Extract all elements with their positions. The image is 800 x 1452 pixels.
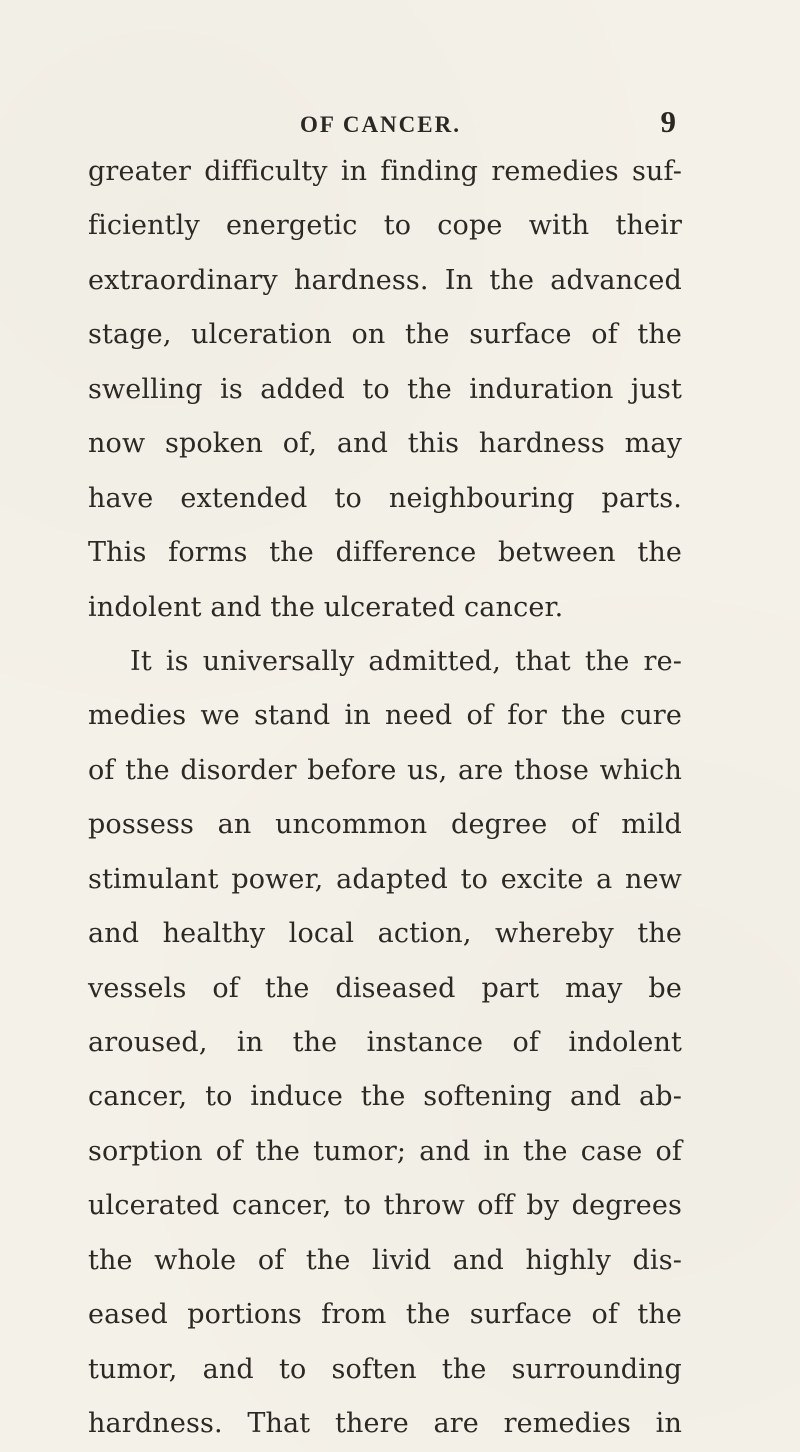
text-line: eased portions from the surface of the	[88, 1299, 682, 1331]
text-line: extraordinary hardness. In the advanced	[88, 264, 682, 296]
text-line: now spoken of, and this hardness may	[88, 428, 682, 460]
text-line: ulcerated cancer, to throw off by degrees	[88, 1190, 682, 1222]
text-line: swelling is added to the induration just	[88, 373, 682, 405]
text-line: sorption of the tumor; and in the case of	[88, 1135, 682, 1167]
text-line: have extended to neighbouring parts.	[88, 482, 682, 514]
text-line: greater difficulty in finding remedies suf-	[88, 156, 682, 187]
text-line: vessels of the diseased part may be	[88, 972, 682, 1004]
text-line: of the disorder before us, are those which	[88, 754, 682, 786]
running-title: OF CANCER.	[300, 112, 461, 137]
text-line: It is universally admitted, that the re-	[130, 645, 682, 677]
text-line: possess an uncommon degree of mild	[88, 809, 682, 841]
text-line: stimulant power, adapted to excite a new	[88, 863, 682, 895]
text-line: indolent and the ulcerated cancer.	[88, 591, 564, 623]
text-line: medies we stand in need of for the cure	[88, 700, 682, 732]
text-line: and healthy local action, whereby the	[88, 918, 682, 950]
text-line: the whole of the livid and highly dis-	[88, 1244, 682, 1276]
text-line: cancer, to induce the softening and ab-	[88, 1081, 682, 1113]
text-line: hardness. That there are remedies in	[88, 1408, 682, 1440]
body-text	[88, 145, 682, 1452]
text-line: tumor, and to soften the surrounding	[88, 1353, 682, 1385]
text-line: ficiently energetic to cope with their	[88, 210, 682, 242]
text-line: aroused, in the instance of indolent	[88, 1027, 682, 1058]
page-number: 9	[660, 104, 676, 139]
text-line: stage, ulceration on the surface of the	[88, 319, 682, 351]
text-line: This forms the difference between the	[88, 537, 682, 569]
